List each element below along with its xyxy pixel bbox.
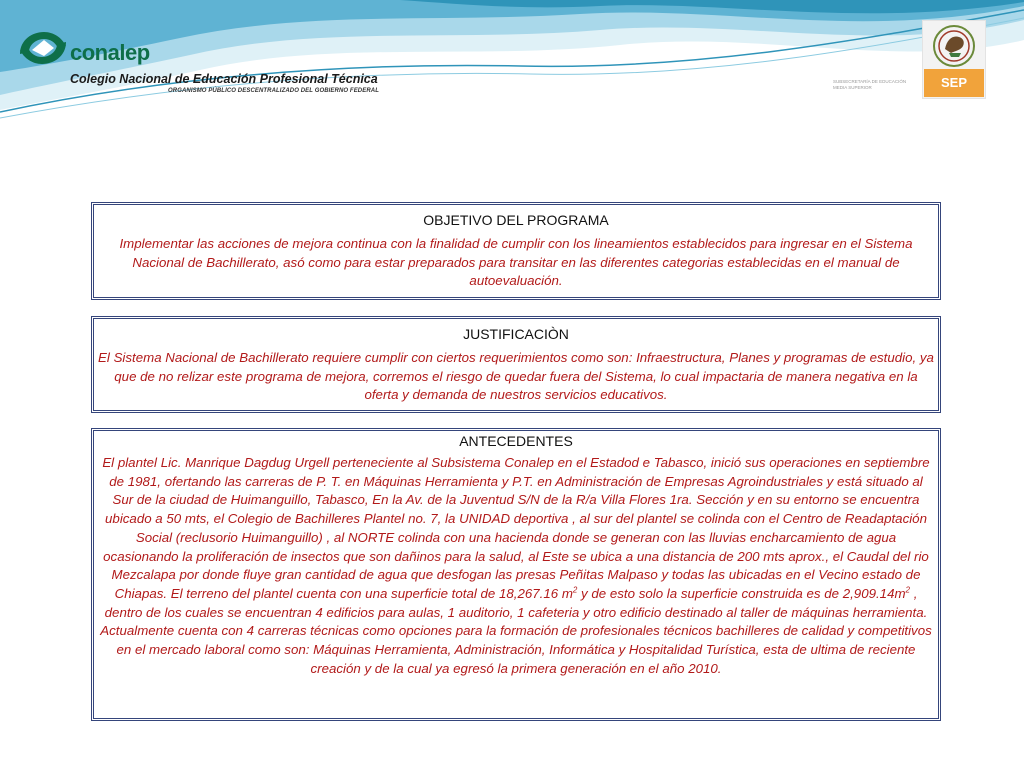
sep-subtitle: SUBSECRETARÍA DE EDUCACIÓN MEDIA SUPERIOR: [833, 79, 907, 90]
sep-label: SEP: [924, 69, 984, 97]
mexican-eagle-icon: [931, 23, 977, 69]
brand-subtitle: ORGANISMO PÚBLICO DESCENTRALIZADO DEL GOBIERNO FEDERAL: [168, 88, 379, 94]
objetivo-title: OBJETIVO DEL PROGRAMA: [423, 212, 609, 228]
area-superscript-2: 2: [905, 585, 910, 595]
sep-logo: [922, 20, 986, 99]
justificacion-section: [91, 316, 941, 413]
antecedentes-title: ANTECEDENTES: [459, 433, 573, 449]
conalep-emblem-icon: [18, 30, 68, 66]
antecedentes-section: [91, 428, 941, 721]
area-superscript-1: 2: [572, 585, 578, 595]
brand-name: conalep: [70, 40, 150, 65]
objetivo-text: Implementar las acciones de mejora continua con la finalidad de cumplir con los lineamientos establecidos para ingresar en el Sistema Nacional de Bachillerato, asó como para estar preparados para transitar en las diferentes categorias establecidas en el manual de autoevaluación.: [119, 236, 913, 289]
brand-full-name: Colegio Nacional de Educación Profesional Técnica: [70, 72, 378, 86]
justificacion-text: El Sistema Nacional de Bachillerato requiere cumplir con ciertos requerimientos como son: Infraestructura, Planes y programas de estudio, ya que de no relizar este programa de mejora, corremos el riesgo de quedar fuera del Sistema, lo cual impactaria de manera negativa en la oferta y demanda de nuestros servicios educativos.: [98, 350, 934, 403]
justificacion-title: JUSTIFICACIÒN: [463, 326, 569, 342]
conalep-logo: [18, 28, 378, 98]
antecedentes-text-part3: , dentro de los cuales se encuentran 4 edificios para aulas, 1 auditorio, 1 cafeteria y otro edificio destinado al taller de máquinas herramienta. Actualmente cuenta con 4 carreras técnicas como opciones para la formación de profesionales técnicos bachilleres de calidad y competitivos en el mercado laboral como son: Máquinas Herramienta, Administración, Informática y Hospitalidad Turística, esta de ultima de reciente creación y de la cual ya egresó la primera generación en el año 2010.: [100, 585, 932, 676]
antecedentes-text: [98, 454, 934, 678]
antecedentes-text-part2: y de esto solo la superficie construida es de 2,909.14m: [577, 585, 906, 601]
objetivo-section: [91, 202, 941, 300]
antecedentes-text-part1: El plantel Lic. Manrique Dagdug Urgell perteneciente al Subsistema Conalep en el Estadod e Tabasco, inició sus operaciones en septiembre de 1981, ofertando las carreras de P. T. en Máquinas Herramienta y P.T. en Administración de Empresas Agroindustriales y está situado al Sur de la ciudad de Huimanguillo, Tabasco, En la Av. de la Juventud S/N de la R/a Villa Flores 1ra. Sección y en su entorno se encuentra ubicado a 50 mts, el Colegio de Bachilleres Plantel no. 7, la UNIDAD deportiva , al sur del plantel se colinda con el Centro de Readaptación Social (reclusorio Huimanguillo) , al NORTE colinda con una hacienda donde se generan con las lluvias encharcamiento de agua ocasionando la proliferación de insectos que son dañinos para la salud, al Este se ubica a una distancia de 200 mts aprox., el Caudal del rio Mezcalapa por donde fluye gran cantidad de agua que desfogan las presas Peñitas Malpaso y todas las ubicadas en el Vecino estado de Chiapas. El terreno del plantel cuenta con una superficie total de 18,267.16 m: [102, 455, 930, 601]
